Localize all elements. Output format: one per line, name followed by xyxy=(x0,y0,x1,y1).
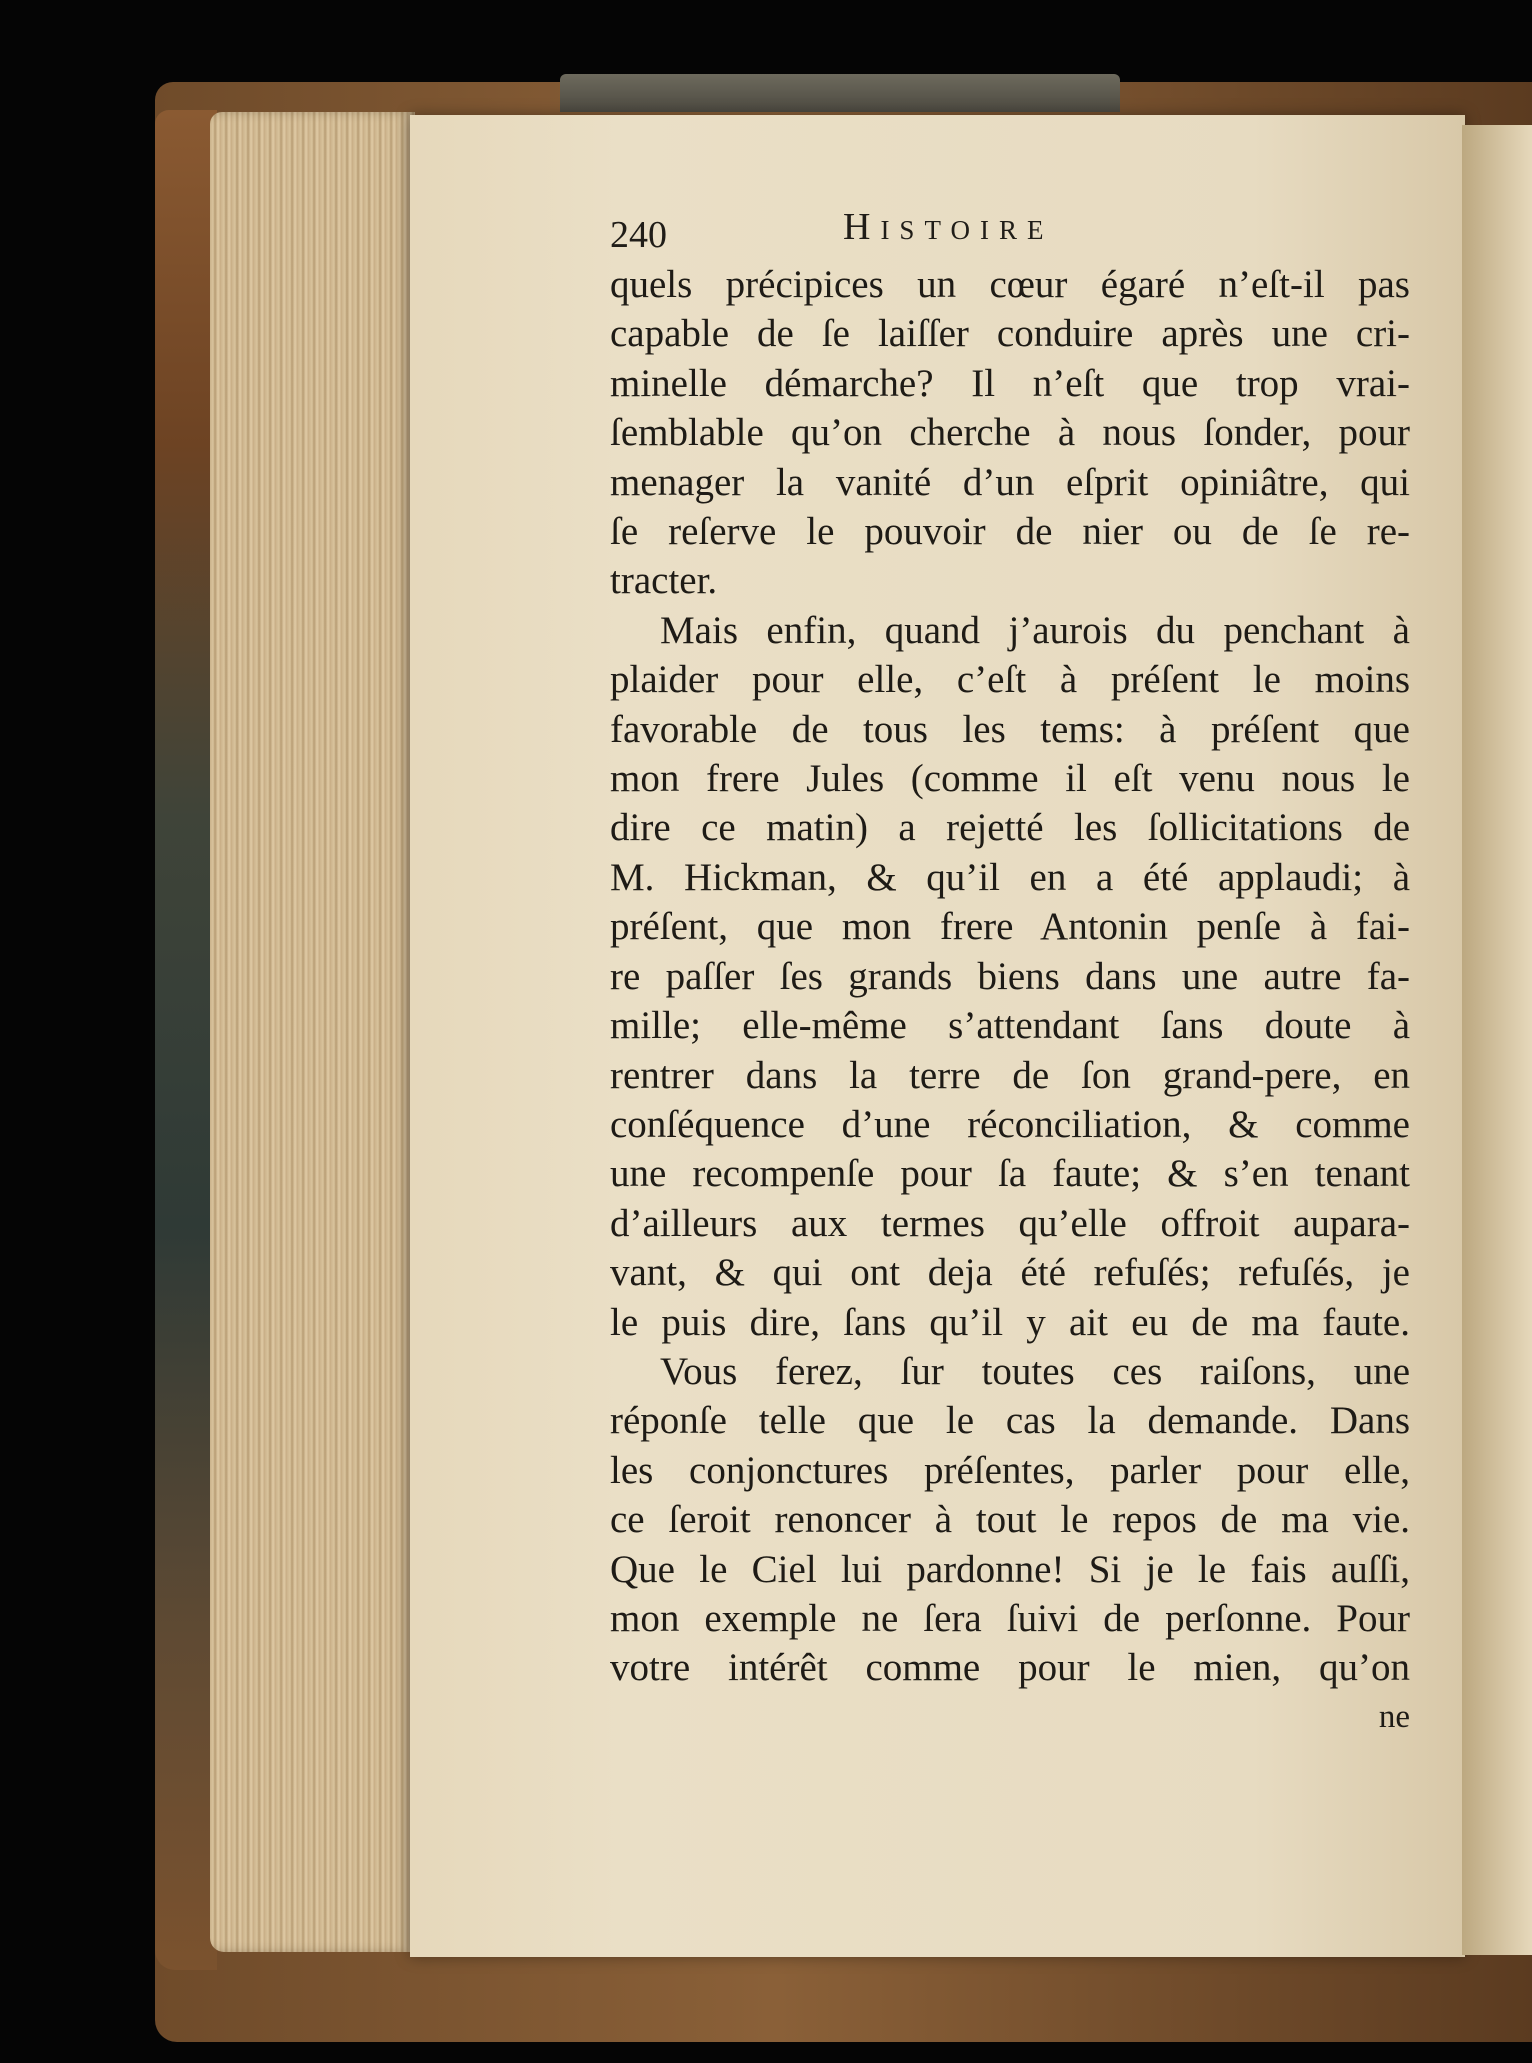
book-spine-cover xyxy=(155,110,217,1970)
text-line-16: mille; elle-même s’attendant ſans doute à xyxy=(610,1004,1410,1048)
text-line-27: Que le Ciel lui pardonne! Si je le fais auſſi, xyxy=(610,1547,1410,1591)
adjacent-page-edge xyxy=(1462,125,1532,1955)
stacked-page-edges xyxy=(210,112,415,1952)
text-line-12: dire ce matin) a rejetté les ſollicitations de xyxy=(610,806,1410,850)
text-line-9: plaider pour elle, c’eſt à préſent le moins xyxy=(610,658,1410,702)
text-line-11: mon frere Jules (comme il eſt venu nous le xyxy=(610,757,1410,801)
text-line-13: M. Hickman, & qu’il en a été applaudi; à xyxy=(610,855,1410,899)
text-line-7: tracter. xyxy=(610,559,718,603)
page-text-block xyxy=(610,205,1410,1741)
running-head xyxy=(610,205,1410,260)
text-line-23: Vous ferez, ſur toutes ces raiſons, une xyxy=(660,1349,1410,1393)
running-title: Histoire xyxy=(843,206,1054,248)
text-line-4: ſemblable qu’on cherche à nous ſonder, pour xyxy=(610,411,1410,455)
text-line-2: capable de ſe laiſſer conduire après une cri- xyxy=(610,312,1410,356)
text-line-24: réponſe telle que le cas la demande. Dans xyxy=(610,1399,1410,1443)
text-line-22: le puis dire, ſans qu’il y ait eu de ma faute. xyxy=(610,1300,1410,1344)
text-line-19: une recompenſe pour ſa faute; & s’en tenant xyxy=(610,1152,1410,1196)
text-line-15: re paſſer ſes grands biens dans une autre fa- xyxy=(610,954,1410,998)
text-line-21: vant, & qui ont deja été refuſés; refuſés, je xyxy=(610,1251,1410,1295)
text-line-6: ſe reſerve le pouvoir de nier ou de ſe re- xyxy=(610,510,1410,554)
text-line-1: quels précipices un cœur égaré n’eſt-il pas xyxy=(610,263,1410,306)
text-line-5: menager la vanité d’un eſprit opiniâtre, qui xyxy=(610,460,1410,504)
text-line-10: favorable de tous les tems: à préſent que xyxy=(610,707,1410,751)
catchword: ne xyxy=(1378,1698,1410,1735)
text-line-8: Mais enfin, quand j’aurois du penchant à xyxy=(660,608,1410,652)
text-line-20: d’ailleurs aux termes qu’elle offroit aupara- xyxy=(610,1201,1410,1245)
text-line-17: rentrer dans la terre de ſon grand-pere, en xyxy=(610,1053,1410,1097)
text-line-14: préſent, que mon frere Antonin penſe à fai- xyxy=(610,905,1410,949)
text-line-25: les conjonctures préſentes, parler pour elle, xyxy=(610,1448,1410,1492)
page-number: 240 xyxy=(610,214,667,256)
text-line-3: minelle démarche? Il n’eſt que trop vrai- xyxy=(610,361,1410,405)
book-headband xyxy=(560,74,1120,112)
text-line-18: conſéquence d’une réconciliation, & comme xyxy=(610,1102,1410,1146)
text-line-26: ce ſeroit renoncer à tout le repos de ma vie. xyxy=(610,1498,1410,1542)
text-line-28: mon exemple ne ſera ſuivi de perſonne. Pour xyxy=(610,1596,1410,1640)
text-line-29: votre intérêt comme pour le mien, qu’on xyxy=(610,1646,1410,1690)
